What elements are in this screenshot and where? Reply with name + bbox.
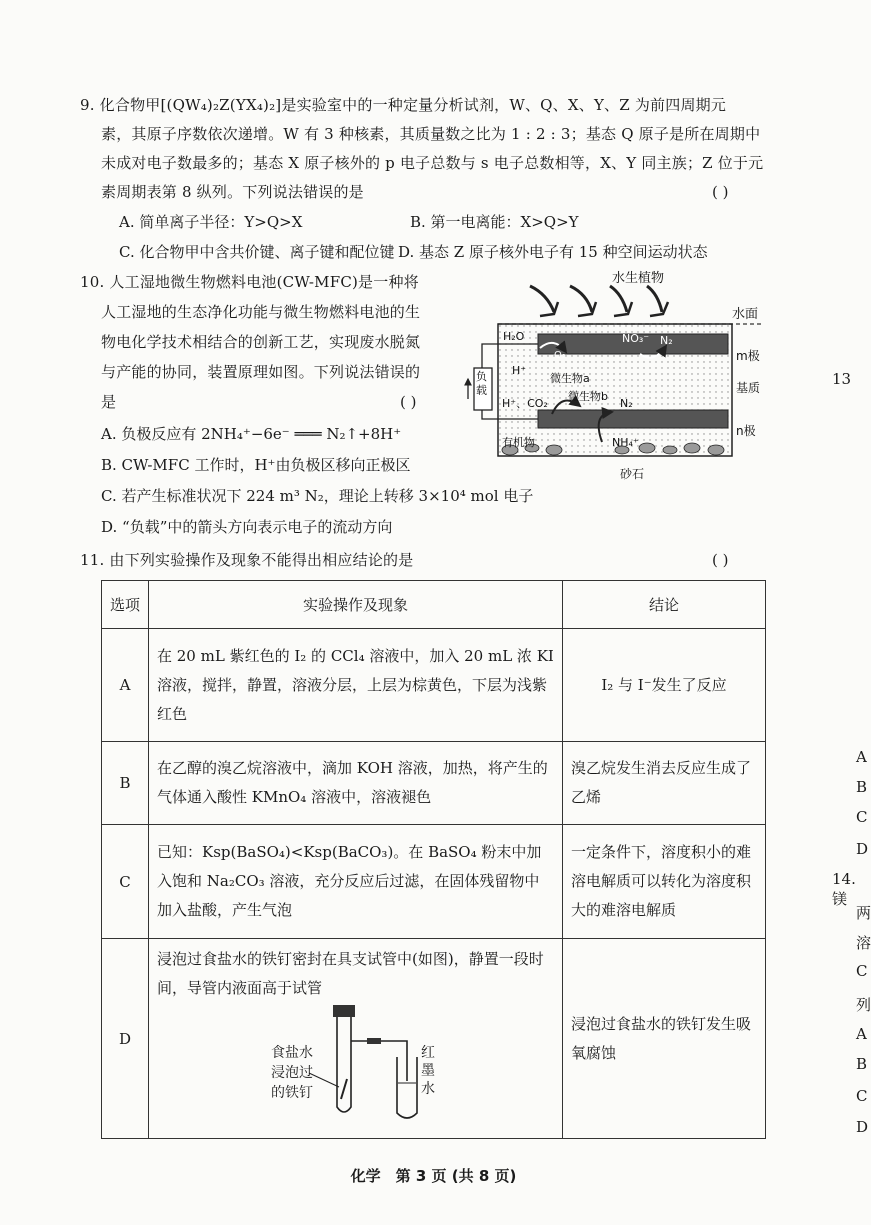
label-nh4: NH₄⁺ [612, 436, 639, 449]
wetland-fuel-cell-diagram [462, 264, 772, 484]
q10-option-b: B. CW-MFC 工作时，H⁺由负极区移向正极区 [101, 456, 411, 474]
edge-l1: 两 [856, 904, 871, 922]
edge-c2: C [856, 1087, 868, 1105]
figure-label-red2: 墨 [421, 1063, 435, 1079]
figure-label-red3: 水 [421, 1081, 435, 1097]
label-h-co2: H⁺、CO₂ [502, 397, 548, 410]
row-operation: 在 20 mL 紫红色的 I₂ 的 CCl₄ 溶液中，加入 20 mL 浓 KI 溶液，搅拌，静置，溶液分层，上层为棕黄色，下层为浅紫红色 [149, 629, 563, 742]
label-microbe-a: 微生物a [550, 372, 590, 385]
q10-line5: 是 [101, 393, 117, 411]
row-operation-cell [149, 939, 563, 1139]
header-option: 选项 [102, 581, 149, 629]
label-water: 水面 [732, 307, 759, 322]
q10-line1: 10. 人工湿地微生物燃料电池(CW-MFC)是一种将 [80, 273, 419, 291]
figure-label-iron-nail: 的铁钉 [271, 1085, 313, 1101]
label-matrix: 基质 [736, 381, 761, 395]
row-conclusion: 浸泡过食盐水的铁钉发生吸氧腐蚀 [563, 939, 766, 1139]
label-load: 负载 [476, 370, 487, 397]
label-m-electrode: m极 [736, 349, 760, 363]
figure-label-soaked: 浸泡过 [271, 1065, 313, 1081]
edge-l3: C [856, 962, 868, 980]
q9-option-b: B. 第一电离能：X>Q>Y [410, 213, 579, 231]
row-conclusion: I₂ 与 I⁻发生了反应 [563, 629, 766, 742]
row-operation: 已知：Ksp(BaSO₄)<Ksp(BaCO₃)。在 BaSO₄ 粉末中加入饱和 Na₂CO₃ 溶液，充分反应后过滤，在固体残留物中加入盐酸，产生气泡 [149, 825, 563, 939]
label-microbe-b: 微生物b [568, 390, 608, 403]
q9-option-a: A. 简单离子半径：Y>Q>X [119, 213, 303, 231]
edge-d: D [856, 840, 869, 858]
label-h2o: H₂O [503, 330, 525, 343]
edge-b: B [856, 778, 868, 796]
row-option: A [102, 629, 149, 742]
edge-c: C [856, 808, 868, 826]
label-gravel: 砂石 [620, 467, 645, 481]
row-conclusion: 一定条件下，溶度积小的难溶电解质可以转化为溶度积大的难溶电解质 [563, 825, 766, 939]
q9-option-d: D. 基态 Z 原子核外电子有 15 种空间运动状态 [398, 243, 708, 261]
label-hplus: H⁺ [512, 364, 527, 377]
q10-option-d: D. “负载”中的箭头方向表示电子的流动方向 [101, 518, 393, 536]
q9-line3: 未成对电子数最多的；基态 X 原子核外的 p 电子总数与 s 电子总数相等，X、Y 同主族；Z 位于元 [101, 154, 764, 172]
label-organic: 有机物 [502, 436, 535, 449]
label-n2-top: N₂ [660, 334, 673, 347]
table-row [102, 629, 766, 742]
q9-line2: 素，其原子序数依次递增。W 有 3 种核素，其质量数之比为 1 : 2 : 3；基态 Q 原子是所在周期中 [101, 125, 761, 143]
label-n-electrode: n极 [736, 424, 756, 438]
edge-d2: D [856, 1118, 869, 1136]
figure-label-salt-water: 食盐水 [271, 1045, 313, 1061]
table-row [102, 825, 766, 939]
label-o2: O₂ [554, 350, 566, 361]
edge-l4: 列 [856, 996, 871, 1014]
row-operation: 在乙醇的溴乙烷溶液中，滴加 KOH 溶液，加热，将产生的气体通入酸性 KMnO₄ 溶液中，溶液褪色 [149, 742, 563, 825]
q9-line4: 素周期表第 8 纵列。下列说法错误的是 [101, 183, 364, 201]
q10-option-c: C. 若产生标准状况下 224 m³ N₂，理论上转移 3×10⁴ mol 电子 [101, 487, 534, 505]
figure-label-red1: 红 [421, 1045, 435, 1061]
edge-q14: 14. 镁 [832, 870, 856, 908]
edge-a2: A [856, 1025, 867, 1043]
q11-stem: 11. 由下列实验操作及现象不能得出相应结论的是 [80, 551, 414, 569]
edge-b2: B [856, 1055, 868, 1073]
header-operation: 实验操作及现象 [149, 581, 563, 629]
q9-option-c: C. 化合物甲中含共价键、离子键和配位键 [119, 243, 395, 261]
row-operation: 浸泡过食盐水的铁钉密封在具支试管中(如图)，静置一段时间，导管内液面高于试管 [157, 950, 544, 997]
table-row [102, 939, 766, 1139]
label-no3: NO₃⁻ [622, 332, 650, 345]
row-conclusion: 溴乙烷发生消去反应生成了乙烯 [563, 742, 766, 825]
row-option: D [102, 939, 149, 1139]
experiment-table [101, 580, 766, 1139]
row-option: C [102, 825, 149, 939]
q10-line4: 与产能的协同，装置原理如图。下列说法错误的 [101, 363, 421, 381]
q9-line1: 9. 化合物甲[(QW₄)₂Z(YX₄)₂]是实验室中的一种定量分析试剂，W、Q、X、Y、Z 为前四周期元 [80, 96, 727, 114]
q10-option-a: A. 负极反应有 2NH₄⁺−6e⁻ ═══ N₂↑+8H⁺ [101, 425, 402, 443]
q10-line3: 物电化学技术相结合的创新工艺，实现废水脱氮 [101, 333, 421, 351]
q10-answer-paren: ( ) [400, 393, 417, 411]
q11-answer-paren: ( ) [712, 551, 729, 569]
q9-answer-paren: ( ) [712, 183, 729, 201]
test-tube-figure [157, 1003, 554, 1123]
row-option: B [102, 742, 149, 825]
page-footer: 化学 第 3 页 (共 8 页) [350, 1167, 517, 1185]
plant-arrows-icon [530, 286, 668, 316]
table-header-row [102, 581, 766, 629]
header-conclusion: 结论 [563, 581, 766, 629]
q10-line2: 人工湿地的生态净化功能与微生物燃料电池的生 [101, 303, 421, 321]
table-row [102, 742, 766, 825]
edge-a: A [856, 748, 867, 766]
label-n2-bottom: N₂ [620, 397, 633, 410]
edge-13: 13 [832, 370, 852, 388]
label-plant: 水生植物 [612, 271, 665, 286]
edge-l2: 溶 [856, 934, 871, 952]
